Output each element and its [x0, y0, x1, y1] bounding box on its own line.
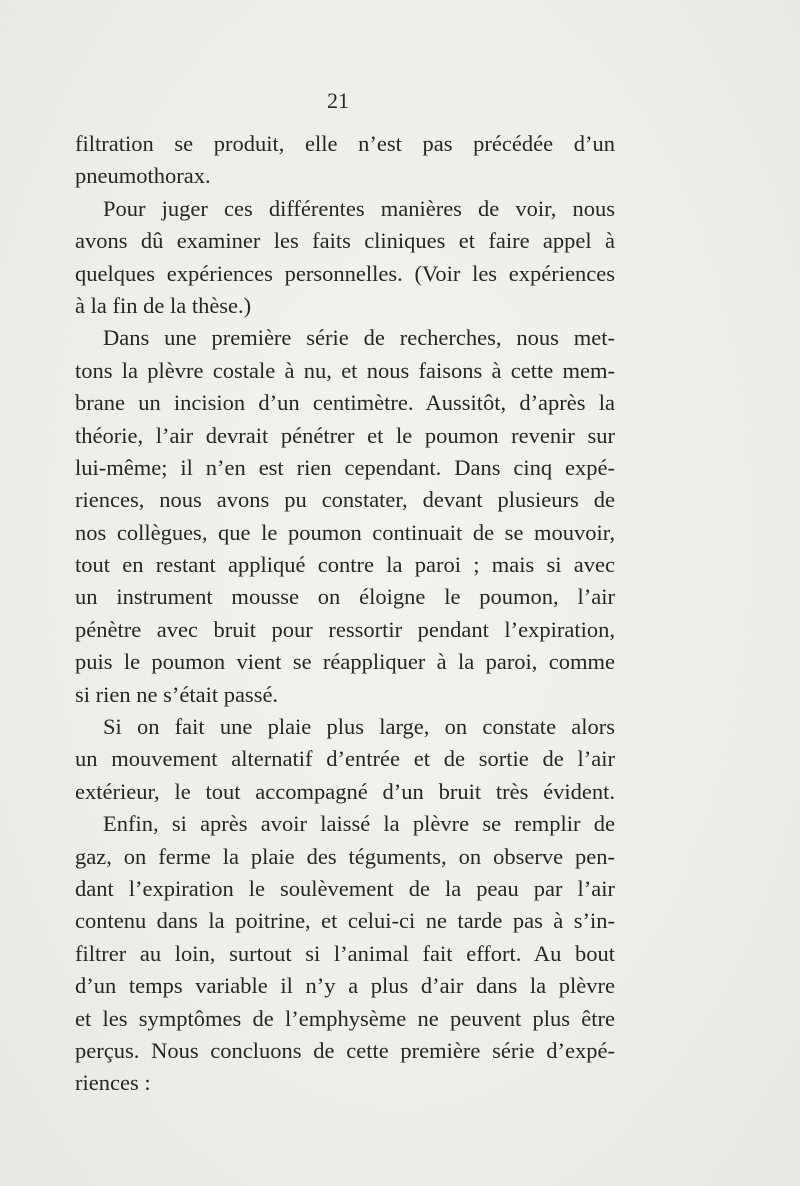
text-line: filtrer au loin, surtout si l’animal fait effort. Au bout	[75, 940, 615, 966]
text-line: si rien ne s’était passé.	[75, 681, 279, 707]
text-line: extérieur, le tout accompagné d’un bruit très évident.	[75, 778, 615, 804]
text-line: riences, nous avons pu constater, devant plusieurs de	[75, 487, 615, 513]
text-line: perçus. Nous concluons de cette première série d’expé-	[75, 1037, 615, 1063]
body-text	[75, 128, 615, 1100]
text-line: lui-même; il n’en est rien cependant. Dans cinq expé-	[75, 454, 615, 480]
text-line: tons la plèvre costale à nu, et nous faisons à cette mem-	[75, 357, 615, 383]
text-line: à la fin de la thèse.)	[75, 292, 252, 318]
text-line: Enfin, si après avoir laissé la plèvre se remplir de	[103, 811, 615, 837]
text-line: tout en restant appliqué contre la paroi ; mais si avec	[75, 552, 615, 578]
text-line: riences :	[75, 1070, 151, 1096]
text-line: brane un incision d’un centimètre. Aussitôt, d’après la	[75, 390, 615, 416]
text-line: théorie, l’air devrait pénétrer et le poumon revenir sur	[75, 422, 615, 448]
text-line: puis le poumon vient se réappliquer à la paroi, comme	[75, 649, 615, 675]
text-line: avons dû examiner les faits cliniques et faire appel à	[75, 228, 615, 254]
text-line: Dans une première série de recherches, nous met-	[103, 325, 615, 351]
text-line: et les symptômes de l’emphysème ne peuvent plus être	[75, 1005, 615, 1031]
text-line: d’un temps variable il n’y a plus d’air dans la plèvre	[75, 973, 615, 999]
text-line: pénètre avec bruit pour ressortir pendant l’expiration,	[75, 616, 615, 642]
text-line: nos collègues, que le poumon continuait de se mouvoir,	[75, 519, 615, 545]
text-line: pneumothorax.	[75, 163, 211, 189]
text-line: filtration se produit, elle n’est pas précédée d’un	[75, 131, 615, 156]
text-line: dant l’expiration le soulèvement de la peau par l’air	[75, 875, 615, 901]
text-line: contenu dans la poitrine, et celui-ci ne tarde pas à s’in-	[75, 908, 615, 934]
text-line: Pour juger ces différentes manières de voir, nous	[103, 195, 615, 221]
text-line: Si on fait une plaie plus large, on constate alors	[103, 714, 615, 740]
text-line: un instrument mousse on éloigne le poumon, l’air	[75, 584, 615, 610]
page-number: 21	[327, 88, 349, 113]
text-line: gaz, on ferme la plaie des téguments, on observe pen-	[75, 843, 615, 869]
text-line: quelques expériences personnelles. (Voir les expériences	[75, 260, 615, 286]
text-line: un mouvement alternatif d’entrée et de sortie de l’air	[75, 746, 615, 772]
